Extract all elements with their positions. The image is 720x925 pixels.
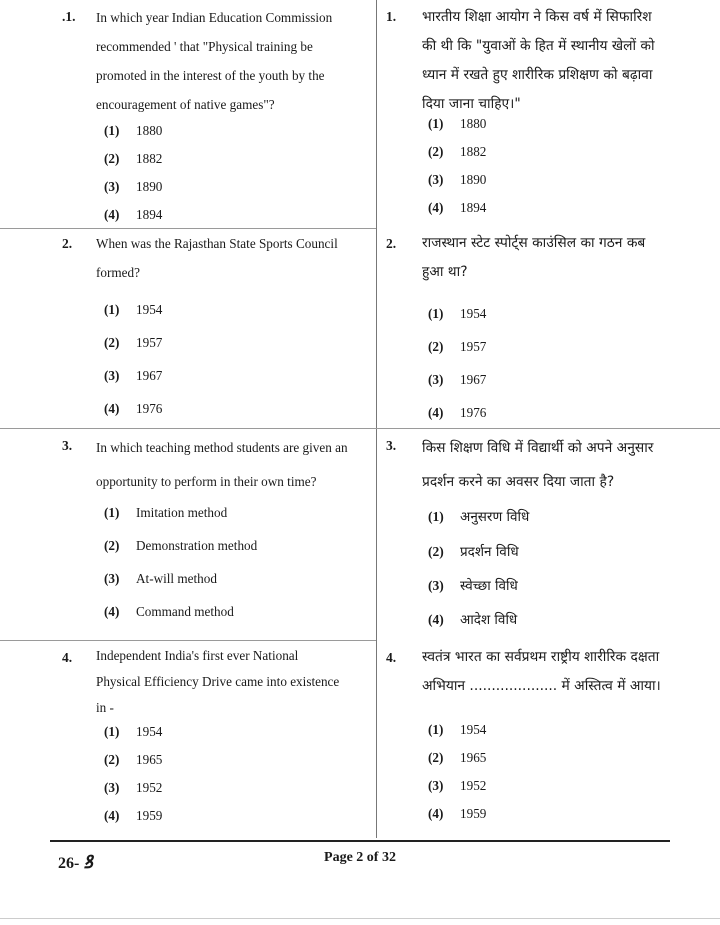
question-text-en: In which teaching method students are given an opportunity to perform in their own time?	[96, 440, 348, 489]
question-text-hi: राजस्थान स्टेट स्पोर्ट्स काउंसिल का गठन कब हुआ था?	[422, 235, 646, 280]
option-hi: (2) 1957	[428, 339, 487, 354]
option-hi: (2) प्रदर्शन विधि	[428, 544, 519, 560]
option-en: (2) 1957	[104, 335, 163, 350]
option-hi: (4) 1894	[428, 200, 487, 215]
option-hi: (1) 1954	[428, 306, 487, 321]
question-number-hi: 4.	[386, 650, 397, 665]
handwritten-mark: ꝸ	[83, 852, 93, 873]
option-hi: (1) 1880	[428, 116, 487, 131]
question-text-hi: स्वतंत्र भारत का सर्वप्रथम राष्ट्रीय शारीरिक दक्षता अभियान .................... में अस्तित्व में आया।	[422, 649, 661, 694]
option-en: (4) 1959	[104, 808, 163, 823]
question-divider	[0, 640, 376, 641]
option-hi: (4) 1976	[428, 405, 487, 420]
option-en: (4) 1976	[104, 401, 163, 416]
option-hi: (3) 1952	[428, 778, 487, 793]
option-en: (2) Demonstration method	[104, 538, 258, 553]
option-en: (1) 1880	[104, 123, 163, 138]
option-hi: (2) 1965	[428, 750, 487, 765]
question-number-hi: 1.	[386, 9, 397, 24]
column-divider	[376, 0, 377, 838]
option-en: (2) 1882	[104, 151, 163, 166]
option-hi: (3) 1967	[428, 372, 487, 387]
option-hi: (3) स्वेच्छा विधि	[428, 578, 518, 594]
question-text-hi: किस शिक्षण विधि में विद्यार्थी को अपने अनुसार प्रदर्शन करने का अवसर दिया जाता है?	[422, 440, 654, 490]
question-number-en: .1.	[62, 9, 76, 24]
question-number-hi: 3.	[386, 438, 397, 453]
option-en: (4) 1894	[104, 207, 163, 222]
question-number-en: 4.	[62, 650, 73, 665]
option-en: (4) Command method	[104, 604, 234, 619]
footer-page-number: Page 2 of 32	[324, 850, 396, 865]
question-divider	[0, 428, 720, 429]
question-text-en: Independent India's first ever National Physical Efficiency Drive came into existence in -	[96, 648, 340, 715]
option-en: (3) 1967	[104, 368, 163, 383]
option-en: (3) 1890	[104, 179, 163, 194]
option-en: (3) 1952	[104, 780, 163, 795]
option-en: (3) At-will method	[104, 571, 217, 586]
option-en: (1) Imitation method	[104, 505, 228, 520]
option-hi: (2) 1882	[428, 144, 487, 159]
option-en: (1) 1954	[104, 302, 163, 317]
question-number-en: 3.	[62, 438, 73, 453]
question-text-en: In which year Indian Education Commission recommended ' that "Physical training be promoted in the interest of the youth by the encouragement of native games"?	[96, 10, 333, 112]
question-text-en: When was the Rajasthan State Sports Council formed?	[96, 236, 338, 280]
question-number-en: 2.	[62, 236, 73, 251]
page-edge-line	[0, 918, 720, 919]
option-hi: (1) 1954	[428, 722, 487, 737]
option-en: (2) 1965	[104, 752, 163, 767]
option-en: (1) 1954	[104, 724, 163, 739]
option-hi: (3) 1890	[428, 172, 487, 187]
option-hi: (4) 1959	[428, 806, 487, 821]
option-hi: (1) अनुसरण विधि	[428, 509, 530, 525]
question-text-hi: भारतीय शिक्षा आयोग ने किस वर्ष में सिफारिश की थी कि "युवाओं के हित में स्थानीय खेलों को ध्यान में रखते हुए शारीरिक प्रशिक्षण को बढ़ावा दिया जाना चाहिए।"	[422, 9, 655, 112]
footer-code: 26- ꝸ	[58, 852, 93, 873]
footer-rule	[50, 840, 670, 842]
option-hi: (4) आदेश विधि	[428, 612, 518, 628]
question-number-hi: 2.	[386, 236, 397, 251]
